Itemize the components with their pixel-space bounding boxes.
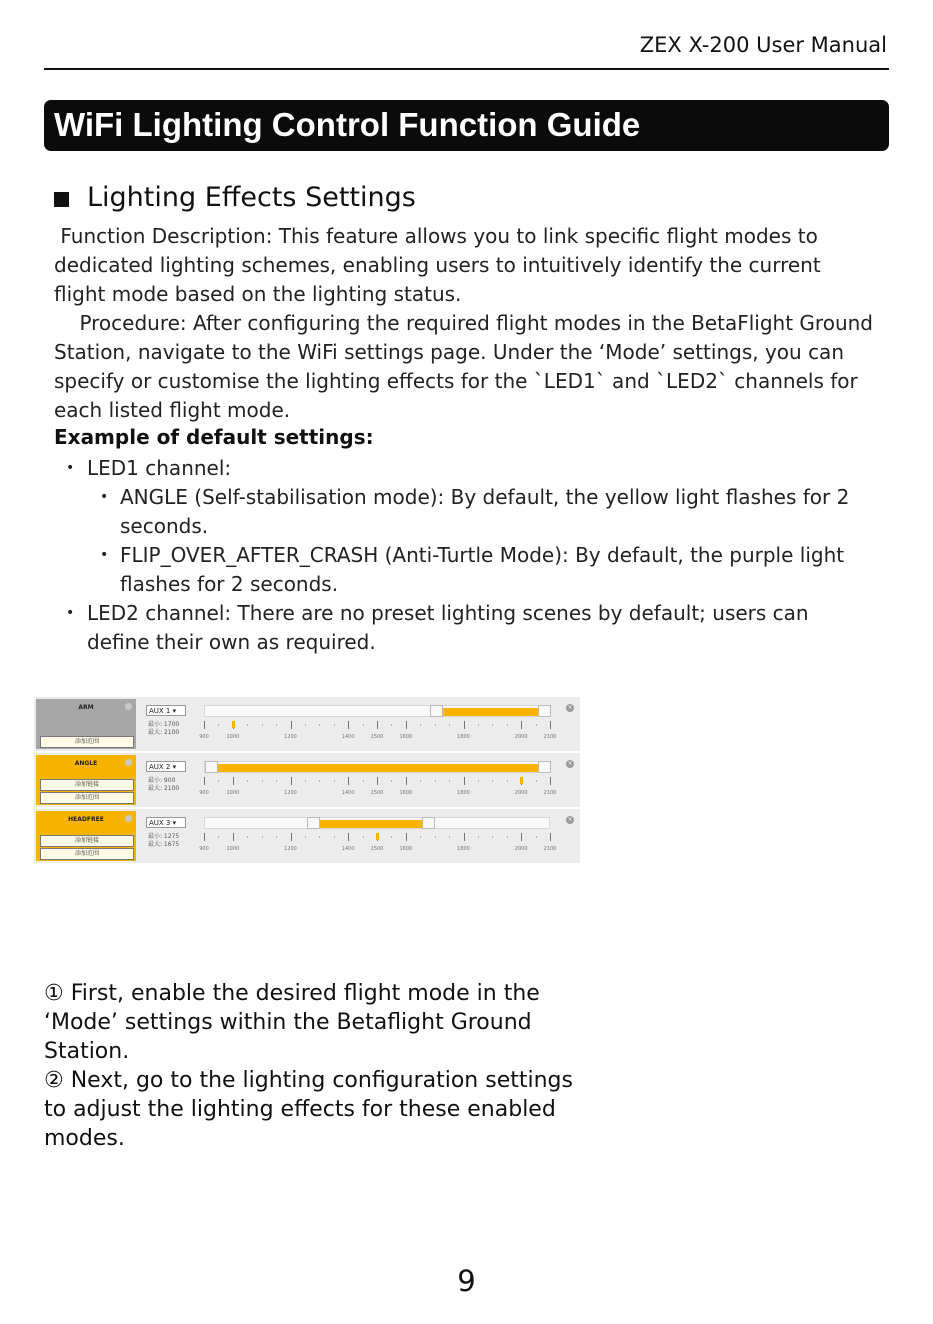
tick-mark — [276, 780, 277, 782]
tick-label: 1200 — [284, 734, 297, 740]
bullet-icon: • — [100, 489, 109, 505]
range-max-label: 最大: 2100 — [148, 785, 180, 792]
angle-item: ANGLE (Self-stabilisation mode): By default, the yellow light flashes for 2 seconds. — [120, 485, 850, 538]
range-min-handle[interactable] — [307, 817, 320, 829]
range-fill — [211, 764, 545, 772]
tick-mark — [449, 724, 450, 726]
tick-labels — [199, 846, 557, 854]
tick-mark — [391, 780, 392, 782]
add-link-button[interactable]: 添加链接 — [40, 835, 134, 847]
tick-mark — [464, 721, 465, 729]
tick-mark — [247, 836, 248, 838]
tick-mark — [478, 780, 479, 782]
tick-label: 2100 — [543, 734, 557, 740]
tick-label: 1000 — [226, 846, 240, 852]
add-range-button[interactable]: 添加范围 — [40, 848, 134, 860]
tick-mark — [550, 833, 551, 841]
range-max-handle[interactable] — [422, 817, 435, 829]
tick-mark — [435, 780, 436, 782]
example-heading: Example of default settings: — [54, 425, 374, 449]
tick-label: 1800 — [457, 846, 470, 852]
add-link-button[interactable]: 添加链接 — [40, 779, 134, 791]
toggle-icon[interactable] — [125, 815, 132, 822]
chapter-title: WiFi Lighting Control Function Guide — [54, 106, 641, 143]
bullet-icon: • — [66, 605, 75, 621]
tick-mark — [492, 724, 493, 726]
tick-mark — [276, 836, 277, 838]
remove-range-icon[interactable]: × — [567, 816, 573, 823]
tick-mark — [247, 724, 248, 726]
mode-name: HEADFREE — [68, 816, 104, 823]
tick-mark — [204, 721, 205, 729]
channel-value-marker — [520, 777, 523, 784]
tick-labels — [199, 790, 557, 798]
tick-label: 1500 — [370, 790, 384, 796]
tick-mark — [247, 780, 248, 782]
aux-channel-select[interactable]: AUX 2 ▾ — [146, 761, 186, 772]
mode-name: ANGLE — [74, 760, 98, 767]
tick-mark — [478, 836, 479, 838]
tick-mark — [233, 777, 234, 785]
tick-mark — [262, 724, 263, 726]
led1-item: LED1 channel: — [87, 456, 232, 480]
tick-label: 2000 — [514, 734, 528, 740]
function-description: Function Description: This feature allows you to link specific flight modes to dedicated lighting schemes, enabling users to intuitively identify the current flight mode based on the lighting status. — [54, 224, 828, 306]
range-slider[interactable] — [204, 761, 550, 773]
tick-label: 1500 — [370, 846, 384, 852]
range-min-handle[interactable] — [205, 761, 218, 773]
tick-mark — [348, 833, 349, 841]
range-fill — [319, 820, 422, 828]
tick-mark — [420, 836, 421, 838]
tick-label: 1600 — [399, 846, 413, 852]
tick-mark — [449, 836, 450, 838]
range-max-handle[interactable] — [538, 761, 551, 773]
mode-row-angle — [34, 753, 580, 809]
tick-mark — [507, 780, 508, 782]
tick-labels — [199, 734, 557, 742]
add-range-button[interactable]: 添加范围 — [40, 792, 134, 804]
tick-mark — [363, 836, 364, 838]
remove-range-icon[interactable]: × — [567, 704, 573, 711]
steps-text — [44, 979, 584, 1153]
range-ticks — [204, 777, 550, 787]
aux-channel-select[interactable]: AUX 1 ▾ — [146, 705, 186, 716]
tick-mark — [391, 724, 392, 726]
tick-mark — [550, 721, 551, 729]
tick-mark — [319, 724, 320, 726]
mode-card[interactable] — [36, 811, 136, 861]
tick-mark — [276, 724, 277, 726]
tick-mark — [291, 721, 292, 729]
tick-mark — [334, 780, 335, 782]
tick-mark — [550, 777, 551, 785]
range-min-label: 最小: 900 — [148, 777, 176, 784]
range-max-label: 最大: 2100 — [148, 729, 180, 736]
tick-mark — [334, 836, 335, 838]
tick-mark — [291, 833, 292, 841]
tick-mark — [363, 780, 364, 782]
step-1: ① First, enable the desired flight mode in the ‘Mode’ settings within the Betaflight Ground Station. — [44, 981, 540, 1064]
tick-mark — [536, 780, 537, 782]
range-slider[interactable] — [204, 705, 550, 717]
tick-mark — [348, 721, 349, 729]
toggle-icon[interactable] — [125, 703, 132, 710]
tick-mark — [507, 836, 508, 838]
tick-mark — [233, 833, 234, 841]
tick-label: 1800 — [457, 790, 470, 796]
tick-label: 900 — [199, 846, 209, 852]
tick-mark — [348, 777, 349, 785]
tick-mark — [204, 777, 205, 785]
tick-mark — [377, 721, 378, 729]
tick-mark — [305, 836, 306, 838]
tick-label: 1200 — [284, 846, 297, 852]
mode-row-headfree — [34, 809, 580, 865]
range-slider[interactable] — [204, 817, 550, 829]
tick-mark — [536, 836, 537, 838]
tick-mark — [319, 836, 320, 838]
add-range-button[interactable]: 添加范围 — [40, 736, 134, 748]
tick-mark — [391, 836, 392, 838]
mode-name: ARM — [78, 704, 94, 711]
procedure-paragraph: Procedure: After configuring the required flight modes in the BetaFlight Ground Station, navigate to the WiFi settings page. Under the ‘Mode’ settings, you can specify or customise the lighting effects for the `LED1` and `LED2` channels for each listed flight mode. — [54, 311, 880, 422]
range-min-label: 最小: 1275 — [148, 833, 180, 840]
tick-mark — [406, 833, 407, 841]
page-number: 9 — [457, 1264, 476, 1298]
bullet-icon: • — [66, 460, 75, 476]
range-min-label: 最小: 1700 — [148, 721, 180, 728]
tick-mark — [363, 724, 364, 726]
tick-mark — [492, 780, 493, 782]
tick-mark — [218, 724, 219, 726]
tick-mark — [420, 780, 421, 782]
mode-row-arm — [34, 697, 580, 753]
tick-label: 1200 — [284, 790, 297, 796]
tick-mark — [377, 777, 378, 785]
tick-label: 900 — [199, 734, 209, 740]
tick-label: 1000 — [226, 790, 240, 796]
tick-label: 2000 — [514, 846, 528, 852]
remove-range-icon[interactable]: × — [567, 760, 573, 767]
tick-mark — [319, 780, 320, 782]
tick-label: 1800 — [457, 734, 470, 740]
tick-mark — [305, 724, 306, 726]
tick-mark — [420, 724, 421, 726]
tick-label: 1000 — [226, 734, 240, 740]
tick-mark — [492, 836, 493, 838]
tick-mark — [204, 833, 205, 841]
tick-label: 1600 — [399, 790, 413, 796]
range-ticks — [204, 833, 550, 843]
section-title: Lighting Effects Settings — [87, 182, 416, 213]
range-min-handle[interactable] — [430, 705, 443, 717]
mode-card[interactable] — [36, 699, 136, 749]
header-rule — [44, 68, 889, 70]
tick-label: 1500 — [370, 734, 384, 740]
tick-mark — [521, 833, 522, 841]
tick-mark — [464, 777, 465, 785]
mode-settings-screenshot — [34, 697, 580, 862]
toggle-icon[interactable] — [125, 759, 132, 766]
tick-mark — [406, 721, 407, 729]
range-fill — [442, 708, 545, 716]
tick-mark — [218, 780, 219, 782]
tick-mark — [262, 836, 263, 838]
tick-label: 1400 — [341, 846, 355, 852]
tick-label: 1400 — [341, 790, 355, 796]
range-ticks — [204, 721, 550, 731]
tick-mark — [334, 724, 335, 726]
tick-label: 1400 — [341, 734, 355, 740]
tick-mark — [262, 780, 263, 782]
led2-item: LED2 channel: There are no preset lighting scenes by default; users can define their own as required. — [87, 601, 809, 654]
mode-card[interactable] — [36, 755, 136, 805]
tick-mark — [536, 724, 537, 726]
bullet-icon: • — [100, 547, 109, 563]
tick-mark — [464, 833, 465, 841]
tick-mark — [478, 724, 479, 726]
step-2: ② Next, go to the lighting configuration settings to adjust the lighting effects for these enabled modes. — [44, 1068, 573, 1151]
tick-label: 2000 — [514, 790, 528, 796]
range-max-label: 最大: 1675 — [148, 841, 180, 848]
channel-value-marker — [232, 721, 235, 728]
tick-mark — [435, 724, 436, 726]
tick-mark — [218, 836, 219, 838]
tick-mark — [406, 777, 407, 785]
tick-mark — [305, 780, 306, 782]
tick-label: 2100 — [543, 790, 557, 796]
tick-label: 1600 — [399, 734, 413, 740]
tick-label: 900 — [199, 790, 209, 796]
tick-mark — [507, 724, 508, 726]
chapter-banner — [44, 100, 889, 151]
range-max-handle[interactable] — [538, 705, 551, 717]
manual-title: ZEX X-200 User Manual — [639, 33, 887, 57]
channel-value-marker — [376, 833, 379, 840]
tick-mark — [521, 721, 522, 729]
tick-mark — [435, 836, 436, 838]
tick-label: 2100 — [543, 846, 557, 852]
tick-mark — [291, 777, 292, 785]
flip-item: FLIP_OVER_AFTER_CRASH (Anti-Turtle Mode): By default, the purple light flashes for 2 seconds. — [120, 543, 845, 596]
aux-channel-select[interactable]: AUX 3 ▾ — [146, 817, 186, 828]
tick-mark — [449, 780, 450, 782]
square-bullet-icon — [54, 192, 69, 207]
